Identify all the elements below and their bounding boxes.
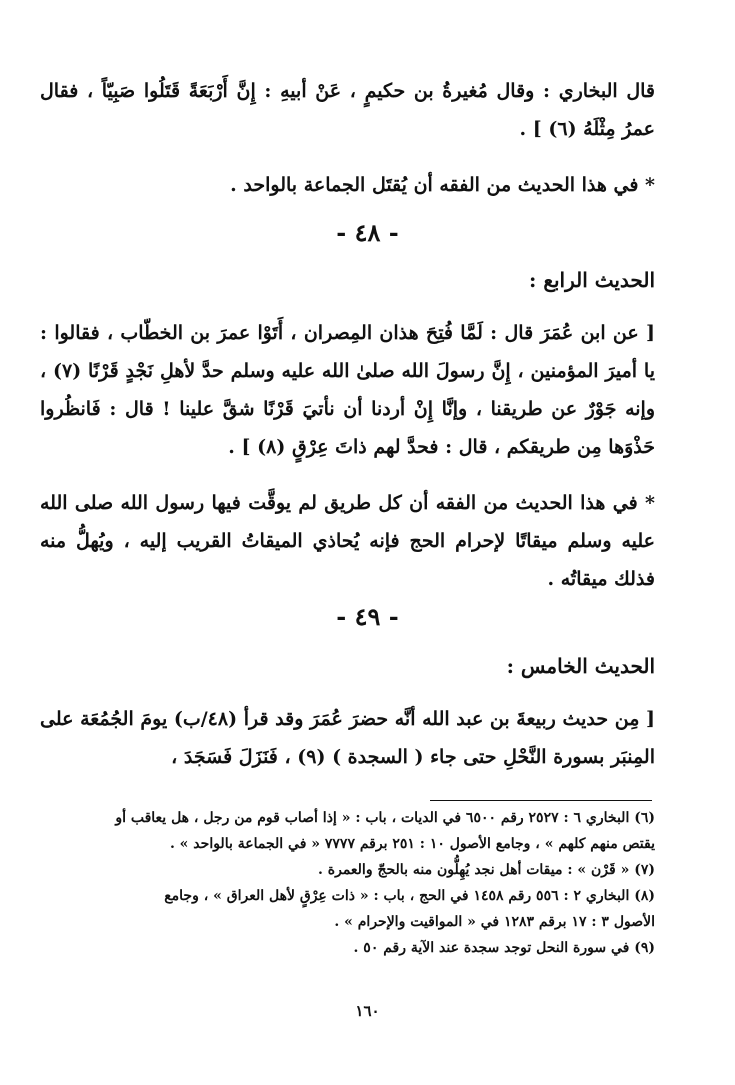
commentary-1: * في هذا الحديث من الفقه أن يُقتَل الجماعة بالواحد . xyxy=(230,174,655,196)
footnote-8-line-1: (٨) البخاري ٢ : ٥٥٦ رقم ١٤٥٨ في الحج ، باب : « ذات عِرْقٍ لأهل العراق » ، وجامع xyxy=(164,888,655,904)
footnote-divider xyxy=(430,800,652,801)
heading-fifth-hadith: الحديث الخامس : xyxy=(506,654,655,678)
paragraph-hadith-4: [ عن ابن عُمَرَ قال : لَمَّا فُتِحَ هذان المِصران ، أَتَوْا عمرَ بن الخطّاب ، فقالوا : يا أميرَ المؤمنين ، إِنَّ رسولَ الله صلىٰ الله عليه وسلم حدَّ لأهلِ نَجْدٍ قَرْنًا (٧) ، وإنه جَوْرٌ عن طريقنا ، وإنَّا إِنْ أردنا أن نأتيَ قَرْنًا شقَّ علينا ! قال : فَانظُروا حَذْوَها مِن طريقكم ، قال : فحدَّ لهم ذاتَ عِرْقٍ (٨) ] . xyxy=(40,322,655,458)
footnote-6-line-2: يقتص منهم كلهم » ، وجامع الأصول ١٠ : ٢٥١ برقم ٧٧٧٧ « في الجماعة بالواحد » . xyxy=(169,836,655,852)
commentary-2: * في هذا الحديث من الفقه أن كل طريق لم يوقَّت فيها رسول الله صلى الله عليه وسلم ميقاتًا لإحرام الحج فإنه يُحاذي الميقاتُ القريب إليه ، ويُهلُّ منه فذلك ميقاتُه . xyxy=(40,492,655,590)
footnote-6-line-1: (٦) البخاري ٦ : ٢٥٢٧ رقم ٦٥٠٠ في الديات ، باب : « إذا أصاب قوم من رجل ، هل يعاقب أو xyxy=(115,810,655,826)
heading-fourth-hadith: الحديث الرابع : xyxy=(528,268,655,292)
footnote-9: (٩) في سورة النحل توجد سجدة عند الآية رقم ٥٠ . xyxy=(353,940,655,956)
paragraph-1: قال البخاري : وقال مُغيرةُ بن حكيمٍ ، عَنْ أبيهِ : إِنَّ أَرْبَعَةً قَتَلُوا صَبِيّاً ، فقال عمرُ مِثْلَهُ (٦) ] . xyxy=(40,80,655,140)
hadith-number-48: - ٤٨ - xyxy=(336,218,399,247)
paragraph-hadith-5: [ مِن حديث ربيعةَ بن عبد الله أنَّه حضرَ عُمَرَ وقد قرأ (٤٨/ب) يومَ الجُمُعَة على المِنبَر بسورة النَّحْلِ حتى جاء ( السجدة ) (٩) ، فَنَزَلَ فَسَجَدَ ، xyxy=(40,708,655,768)
hadith-number-49: - ٤٩ - xyxy=(336,602,399,631)
footnotes xyxy=(40,805,655,961)
footnote-8-line-2: الأصول ٣ : ١٧ برقم ١٢٨٣ في « المواقيت والإحرام » . xyxy=(334,914,655,930)
page-number: ١٦٠ xyxy=(355,1002,380,1020)
footnote-7: (٧) « قَرْن » : ميقات أهل نجد يُهِلُّون منه بالحجّ والعمرة . xyxy=(318,862,655,878)
